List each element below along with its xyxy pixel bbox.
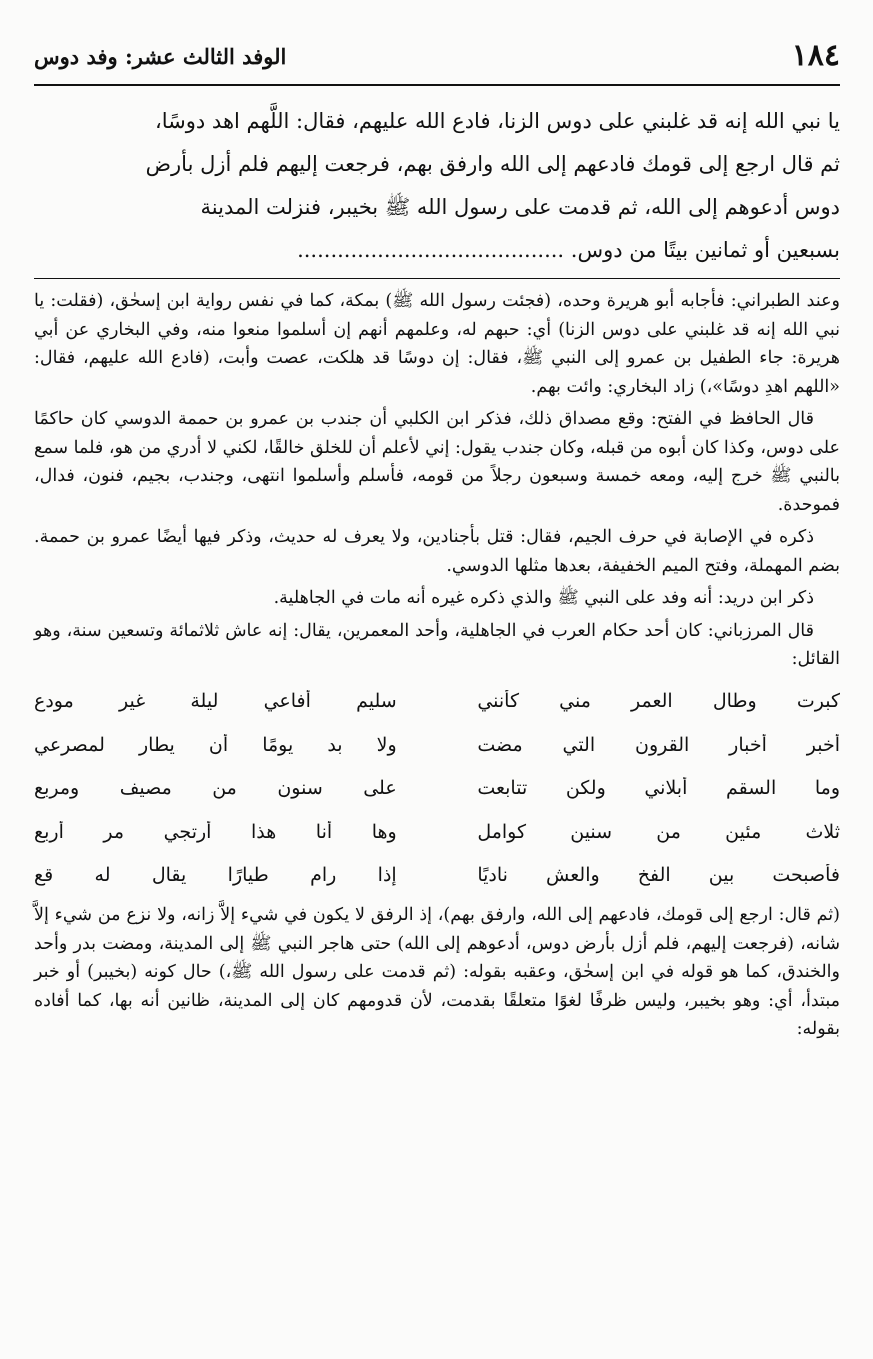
main-line: دوس أدعوهم إلى الله، ثم قدمت على رسول الله ﷺ بخيبر، فنزلت المدينة [200,195,840,219]
verse-first-half: ثلاث مئين من سنين كوامل [477,820,840,843]
verse-second-half: إذا رام طيارًا يقال له قع [34,864,397,887]
verse-second-half: على سنون من مصيف ومربع [34,777,397,800]
commentary-paragraph: ذكره في الإصابة في حرف الجيم، فقال: قتل بأجنادين، ولا يعرف له حديث، وذكر فيها أيضًا عمرو بن حممة. بضم المهملة، وفتح الميم الخفيفة، بعدها مثلها الدوسي. [34,527,840,576]
poem [34,680,840,898]
page-number: ١٨٤ [791,38,840,73]
poem-verse [34,854,840,898]
verse-second-half: سليم أفاعي ليلة غير مودع [34,690,397,713]
page-header [34,30,840,86]
commentary-paragraph: قال الحافظ في الفتح: وقع مصداق ذلك، فذكر ابن الكلبي أن جندب بن عمرو بن حممة الدوسي كان حاكمًا على دوس، وكذا كان أبوه من قبله، وكان جندب يقول: إني لأعلم أن للخلق خالقًا، لكني لا أدري من هو، فلما سمع بالنبي ﷺ خرج إليه، ومعه خمسة وسبعون رجلاً من قومه، فأسلم وأسلموا انتهى، وجندب، بجيم، فنون، فدال، فموحدة. [34,409,840,515]
verse-second-half: وها أنا هذا أرتجي مر أربع [34,820,397,843]
verse-second-half: ولا بد يومًا أن يطار لمصرعي [34,733,397,756]
poem-verse [34,723,840,767]
verse-first-half: أخبر أخبار القرون التي مضت [477,733,840,756]
page [34,30,840,1044]
commentary-paragraph: ذكر ابن دريد: أنه وفد على النبي ﷺ والذي ذكره غيره أنه مات في الجاهلية. [273,588,814,608]
commentary [34,287,840,674]
main-line: بسبعين أو ثمانين بيتًا من دوس. ........................................ [297,238,840,262]
main-text [34,100,840,272]
commentary-paragraph: (ثم قال: ارجع إلى قومك، فادعهم إلى الله، وارفق بهم)، إذ الرفق لا يكون في شيء إلاَّ زانه، ولا نزع من شيء إلاَّ شانه، (فرجعت إليهم، فلم أزل بأرض دوس، أدعوهم إلى الله) حتى هاجر النبي ﷺ إلى المدينة، ومضت بدر وأحد والخندق، كما هو قوله في ابن إسحٰق، وعقبه بقوله: (ثم قدمت على رسول الله ﷺ،) حال كونه (بخيبر) أو خبر مبتدأ، أي: وهو بخيبر، وليس ظرفًا لغوًا متعلقًا بقدمت، لأن قدومهم كان إلى المدينة، ظانين أنه بها، كما أفاده بقوله: [34,905,840,1039]
verse-first-half: كبرت وطال العمر مني كأنني [477,690,840,713]
poem-verse [34,680,840,724]
commentary-paragraph: وعند الطبراني: فأجابه أبو هريرة وحده، (فجئت رسول الله ﷺ) بمكة، كما في نفس رواية ابن إسحٰق، (فقلت: يا نبي الله إنه قد غلبني على دوس الزنا) أي: حبهم له، وعلمهم أنهم إن أسلموا منعوا منه، وفي البخاري عن أبي هريرة: جاء الطفيل بن عمرو إلى النبي ﷺ، فقال: إن دوسًا قد هلكت، عصت وأبت، (فادع الله عليهم، فقال: «اللهم اهدِ دوسًا»،) زاد البخاري: وائت بهم. [34,291,840,397]
chapter-title: الوفد الثالث عشر: وفد دوس [34,44,287,69]
closing-commentary [34,901,840,1044]
main-line: ثم قال ارجع إلى قومك فادعهم إلى الله وارفق بهم، فرجعت إليهم فلم أزل بأرض [145,152,840,176]
commentary-paragraph: قال المرزباني: كان أحد حكام العرب في الجاهلية، وأحد المعمرين، يقال: إنه عاش ثلاثمائة وتسعين سنة، وهو القائل: [34,620,840,669]
main-line: يا نبي الله إنه قد غلبني على دوس الزنا، فادع الله عليهم، فقال: اللَّهم اهد دوسًا، [154,109,840,133]
verse-first-half: وما السقم أبلاني ولكن تتابعت [477,777,840,800]
section-divider [34,278,840,279]
poem-verse [34,810,840,854]
poem-verse [34,767,840,811]
verse-first-half: فأصبحت بين الفخ والعش ناديًا [477,864,840,887]
